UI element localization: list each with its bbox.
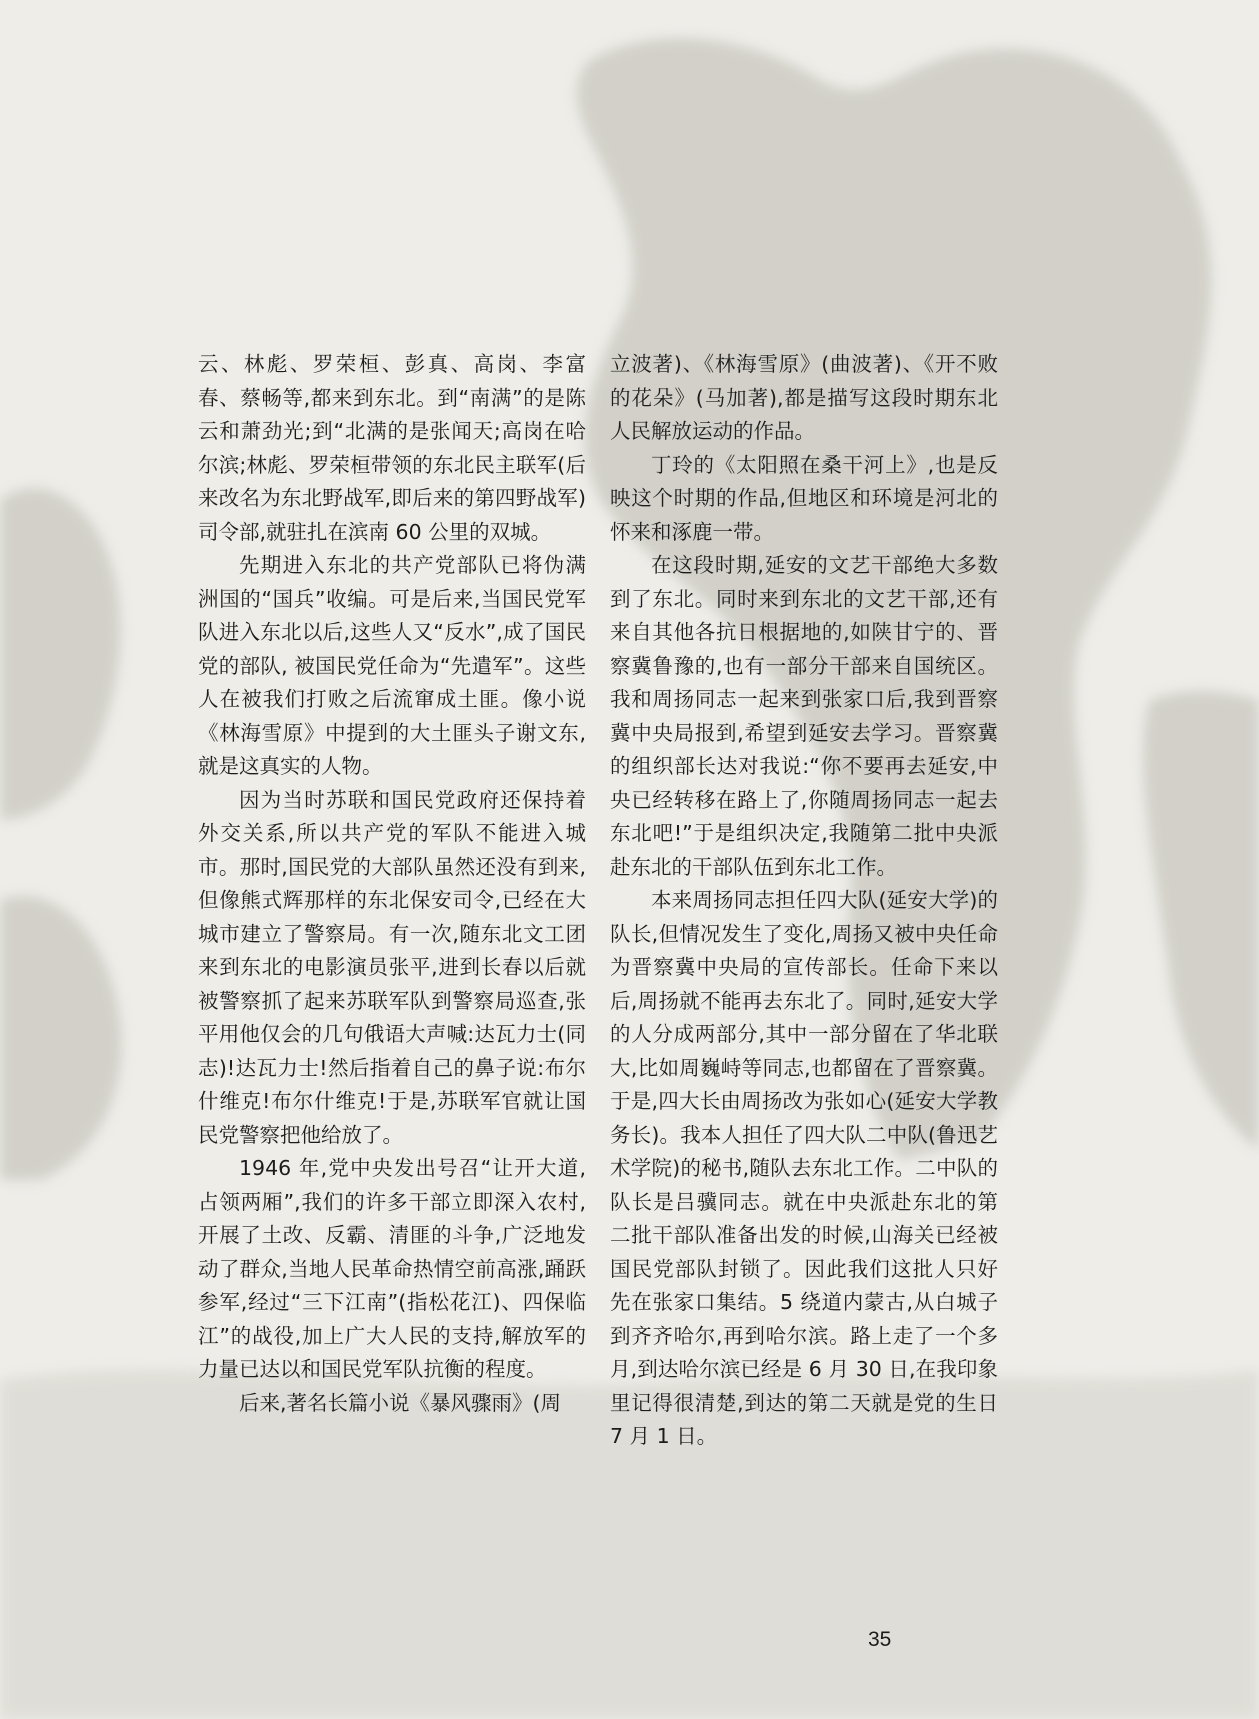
paragraph: 后来,著名长篇小说《暴风骤雨》(周 (239, 1390, 562, 1415)
right-column (610, 348, 998, 1454)
paragraph: 先期进入东北的共产党部队已将伪满洲国的“国兵”收编。可是后来,当国民党军队进入东北以后,这些人又“反水”,成了国民党的部队, 被国民党任命为“先遣军”。这些人在被我们打败之后流窜成土匪。像小说《林海雪原》中提到的大土匪头子谢文东,就是这真实的人物。 (198, 553, 586, 778)
paragraph: 立波著)、《林海雪原》(曲波著)、《开不败的花朵》(马加著),都是描写这段时期东北人民解放运动的作品。 (610, 352, 998, 443)
paragraph: 丁玲的《太阳照在桑干河上》,也是反映这个时期的作品,但地区和环境是河北的怀来和涿鹿一带。 (610, 452, 998, 544)
paragraph: 因为当时苏联和国民党政府还保持着外交关系,所以共产党的军队不能进入城市。那时,国民党的大部队虽然还没有到来,但像熊式辉那样的东北保安司令,已经在大城市建立了警察局。有一次,随东北文工团来到东北的电影演员张平,进到长春以后就被警察抓了起来苏联军队到警察局巡查,张平用他仅会的几句俄语大声喊:达瓦力士(同志)!达瓦力士!然后指着自己的鼻子说:布尔什维克!布尔什维克!于是,苏联军官就让国民党警察把他给放了。 (198, 787, 586, 1147)
left-column (198, 348, 586, 1420)
paragraph: 1946 年,党中央发出号召“让开大道,占领两厢”,我们的许多干部立即深入农村,开展了土改、反霸、清匪的斗争,广泛地发动了群众,当地人民革命热情空前高涨,踊跃参军,经过“三下江南”(指松花江)、四保临江”的战役,加上广大人民的支持,解放军的力量已达以和国民党军队抗衡的程度。 (198, 1156, 586, 1381)
page-number: 35 (868, 1628, 892, 1651)
paragraph: 云、林彪、罗荣桓、彭真、高岗、李富春、蔡畅等,都来到东北。到“南满”的是陈云和萧劲光;到“北满的是张闻天;高岗在哈尔滨;林彪、罗荣桓带领的东北民主联军(后来改名为东北野战军,即后来的第四野战军)司令部,就驻扎在滨南 60 公里的双城。 (198, 352, 586, 544)
paragraph: 在这段时期,延安的文艺干部绝大多数到了东北。同时来到东北的文艺干部,还有来自其他各抗日根据地的,如陕甘宁的、晋察冀鲁豫的,也有一部分干部来自国统区。我和周扬同志一起来到张家口后,我到晋察冀中央局报到,希望到延安去学习。晋察冀的组织部长达对我说:“你不要再去延安,中央已经转移在路上了,你随周扬同志一起去东北吧!”于是组织决定,我随第二批中央派赴东北的干部队伍到东北工作。 (610, 553, 998, 879)
paragraph: 本来周扬同志担任四大队(延安大学)的队长,但情况发生了变化,周扬又被中央任命为晋察冀中央局的宣传部长。任命下来以后,周扬就不能再去东北了。同时,延安大学的人分成两部分,其中一部分留在了华北联大,比如周巍峙等同志,也都留在了晋察冀。于是,四大长由周扬改为张如心(延安大学教务长)。我本人担任了四大队二中队(鲁迅艺术学院)的秘书,随队去东北工作。二中队的队长是吕骥同志。就在中央派赴东北的第二批干部队准备出发的时候,山海关已经被国民党部队封锁了。因此我们这批人只好先在张家口集结。5 绕道内蒙古,从白城子到齐齐哈尔,再到哈尔滨。路上走了一个多月,到达哈尔滨已经是 6 月 30 日,在我印象里记得很清楚,到达的第二天就是党的生日 7 月 1 日。 (610, 888, 998, 1448)
